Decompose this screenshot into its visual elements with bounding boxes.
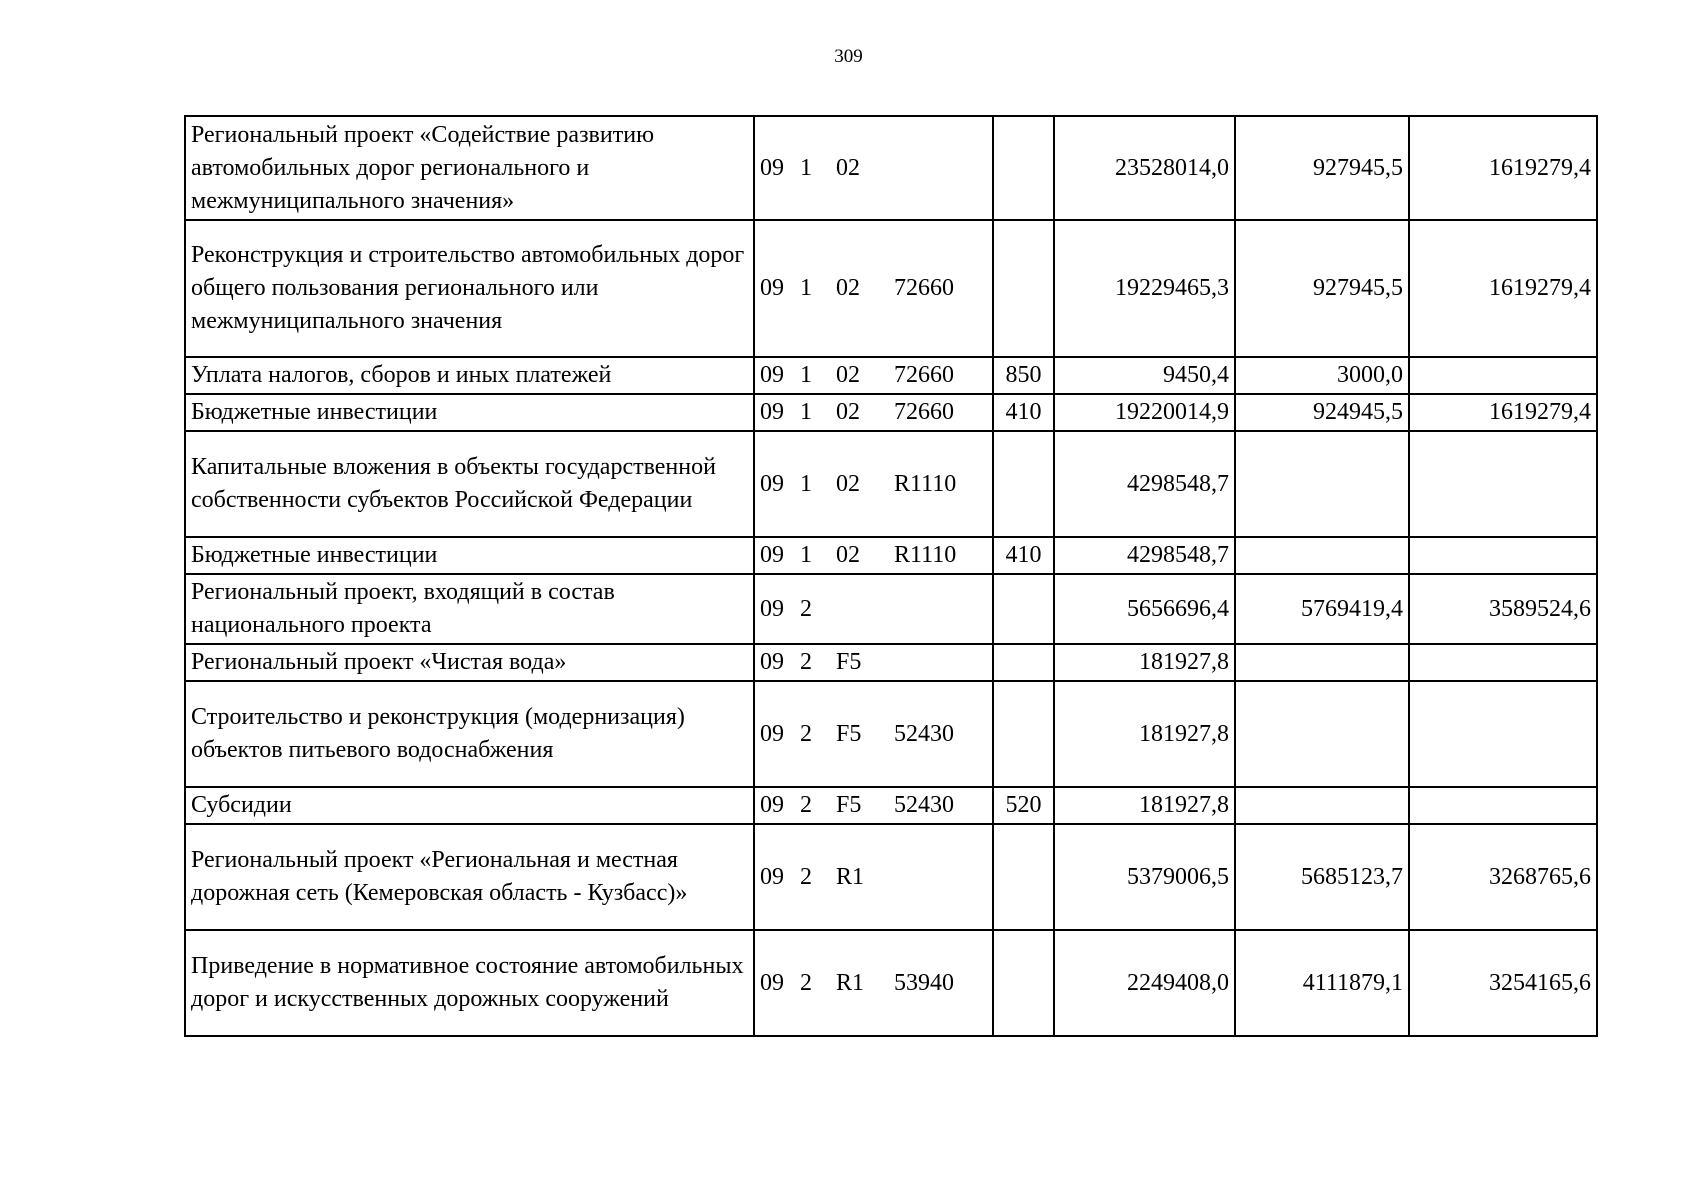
amount-year-3 — [1409, 681, 1597, 787]
expense-type-code — [993, 220, 1054, 357]
amount-year-1: 5656696,4 — [1054, 574, 1235, 644]
amount-year-3 — [1409, 787, 1597, 824]
table-row — [185, 220, 1597, 357]
amount-year-1: 4298548,7 — [1054, 537, 1235, 574]
program-code: 09 — [760, 362, 784, 388]
program-code: 09 — [760, 863, 784, 890]
amount-year-2: 927945,5 — [1235, 220, 1409, 357]
amount-year-1: 9450,4 — [1054, 357, 1235, 394]
row-codes — [754, 357, 993, 394]
amount-year-2: 3000,0 — [1235, 357, 1409, 394]
project-code: 02 — [836, 470, 860, 497]
program-code: 09 — [760, 399, 784, 425]
amount-year-3 — [1409, 537, 1597, 574]
budget-table — [184, 115, 1598, 1037]
row-codes — [754, 681, 993, 787]
subprogram-code: 2 — [800, 792, 812, 818]
amount-year-3 — [1409, 644, 1597, 681]
table-row — [185, 930, 1597, 1036]
table-row — [185, 431, 1597, 537]
row-name: Региональный проект «Чистая вода» — [185, 644, 754, 681]
expense-type-code — [993, 681, 1054, 787]
amount-year-2 — [1235, 431, 1409, 537]
program-code: 09 — [760, 969, 784, 996]
expense-type-code — [993, 930, 1054, 1036]
row-name: Капитальные вложения в объекты государственной собственности субъектов Российской Федерации — [185, 431, 754, 537]
row-codes — [754, 574, 993, 644]
amount-year-2 — [1235, 787, 1409, 824]
amount-year-2: 924945,5 — [1235, 394, 1409, 431]
program-code: 09 — [760, 542, 784, 568]
row-codes — [754, 394, 993, 431]
project-code: 02 — [836, 154, 860, 181]
project-code: F5 — [836, 792, 862, 818]
table-row — [185, 681, 1597, 787]
subprogram-code: 1 — [800, 399, 812, 425]
amount-year-1: 19220014,9 — [1054, 394, 1235, 431]
amount-year-3: 3268765,6 — [1409, 824, 1597, 930]
row-codes — [754, 537, 993, 574]
row-codes — [754, 787, 993, 824]
expense-type-code: 410 — [993, 394, 1054, 431]
amount-year-1: 5379006,5 — [1054, 824, 1235, 930]
row-name: Бюджетные инвестиции — [185, 394, 754, 431]
table-row — [185, 394, 1597, 431]
row-codes — [754, 644, 993, 681]
row-name: Субсидии — [185, 787, 754, 824]
row-name: Уплата налогов, сборов и иных платежей — [185, 357, 754, 394]
row-codes — [754, 930, 993, 1036]
amount-year-2 — [1235, 644, 1409, 681]
row-name: Бюджетные инвестиции — [185, 537, 754, 574]
subprogram-code: 1 — [800, 542, 812, 568]
row-name: Реконструкция и строительство автомобильных дорог общего пользования регионального или межмуниципального значения — [185, 220, 754, 357]
program-code: 09 — [760, 720, 784, 747]
program-code: 09 — [760, 792, 784, 818]
project-code: 02 — [836, 399, 860, 425]
program-code: 09 — [760, 154, 784, 181]
table-row — [185, 574, 1597, 644]
program-code: 09 — [760, 470, 784, 497]
row-codes — [754, 220, 993, 357]
row-name: Приведение в нормативное состояние автомобильных дорог и искусственных дорожных сооружений — [185, 930, 754, 1036]
table-row — [185, 644, 1597, 681]
project-code: F5 — [836, 720, 862, 747]
subprogram-code: 2 — [800, 649, 812, 675]
expense-type-code: 520 — [993, 787, 1054, 824]
amount-year-3: 3254165,6 — [1409, 930, 1597, 1036]
row-name: Региональный проект, входящий в состав национального проекта — [185, 574, 754, 644]
amount-year-3 — [1409, 431, 1597, 537]
subprogram-code: 2 — [800, 720, 812, 747]
row-codes — [754, 431, 993, 537]
direction-code: 52430 — [894, 792, 954, 818]
amount-year-3: 1619279,4 — [1409, 220, 1597, 357]
amount-year-3: 1619279,4 — [1409, 116, 1597, 220]
amount-year-1: 4298548,7 — [1054, 431, 1235, 537]
direction-code: 72660 — [894, 399, 954, 425]
subprogram-code: 1 — [800, 470, 812, 497]
direction-code: 72660 — [894, 275, 954, 301]
subprogram-code: 1 — [800, 362, 812, 388]
direction-code: R1110 — [894, 542, 957, 568]
amount-year-2 — [1235, 537, 1409, 574]
amount-year-2 — [1235, 681, 1409, 787]
expense-type-code — [993, 644, 1054, 681]
project-code: 02 — [836, 275, 860, 301]
direction-code: R1110 — [894, 470, 957, 497]
direction-code: 53940 — [894, 969, 954, 996]
expense-type-code: 850 — [993, 357, 1054, 394]
page-number: 309 — [834, 46, 863, 67]
row-codes — [754, 116, 993, 220]
project-code: R1 — [836, 969, 865, 996]
table-row — [185, 537, 1597, 574]
project-code: R1 — [836, 863, 865, 890]
program-code: 09 — [760, 275, 784, 301]
amount-year-1: 2249408,0 — [1054, 930, 1235, 1036]
table-row — [185, 116, 1597, 220]
subprogram-code: 2 — [800, 969, 812, 996]
subprogram-code: 2 — [800, 595, 812, 622]
expense-type-code: 410 — [993, 537, 1054, 574]
amount-year-3: 3589524,6 — [1409, 574, 1597, 644]
amount-year-1: 181927,8 — [1054, 787, 1235, 824]
row-name: Региональный проект «Региональная и местная дорожная сеть (Кемеровская область - Кузбасс)» — [185, 824, 754, 930]
amount-year-2: 4111879,1 — [1235, 930, 1409, 1036]
amount-year-3: 1619279,4 — [1409, 394, 1597, 431]
subprogram-code: 2 — [800, 863, 812, 890]
table-row — [185, 787, 1597, 824]
program-code: 09 — [760, 595, 784, 622]
row-codes — [754, 824, 993, 930]
direction-code: 72660 — [894, 362, 954, 388]
amount-year-1: 181927,8 — [1054, 644, 1235, 681]
subprogram-code: 1 — [800, 154, 812, 181]
amount-year-2: 5769419,4 — [1235, 574, 1409, 644]
direction-code: 52430 — [894, 720, 954, 747]
table-row — [185, 357, 1597, 394]
project-code: F5 — [836, 649, 862, 675]
amount-year-2: 927945,5 — [1235, 116, 1409, 220]
row-name: Строительство и реконструкция (модернизация) объектов питьевого водоснабжения — [185, 681, 754, 787]
expense-type-code — [993, 431, 1054, 537]
expense-type-code — [993, 824, 1054, 930]
amount-year-1: 19229465,3 — [1054, 220, 1235, 357]
table-row — [185, 824, 1597, 930]
expense-type-code — [993, 574, 1054, 644]
amount-year-1: 181927,8 — [1054, 681, 1235, 787]
project-code: 02 — [836, 542, 860, 568]
expense-type-code — [993, 116, 1054, 220]
amount-year-2: 5685123,7 — [1235, 824, 1409, 930]
amount-year-1: 23528014,0 — [1054, 116, 1235, 220]
amount-year-3 — [1409, 357, 1597, 394]
project-code: 02 — [836, 362, 860, 388]
program-code: 09 — [760, 649, 784, 675]
subprogram-code: 1 — [800, 275, 812, 301]
row-name: Региональный проект «Содействие развитию автомобильных дорог регионального и межмуниципального значения» — [185, 116, 754, 220]
